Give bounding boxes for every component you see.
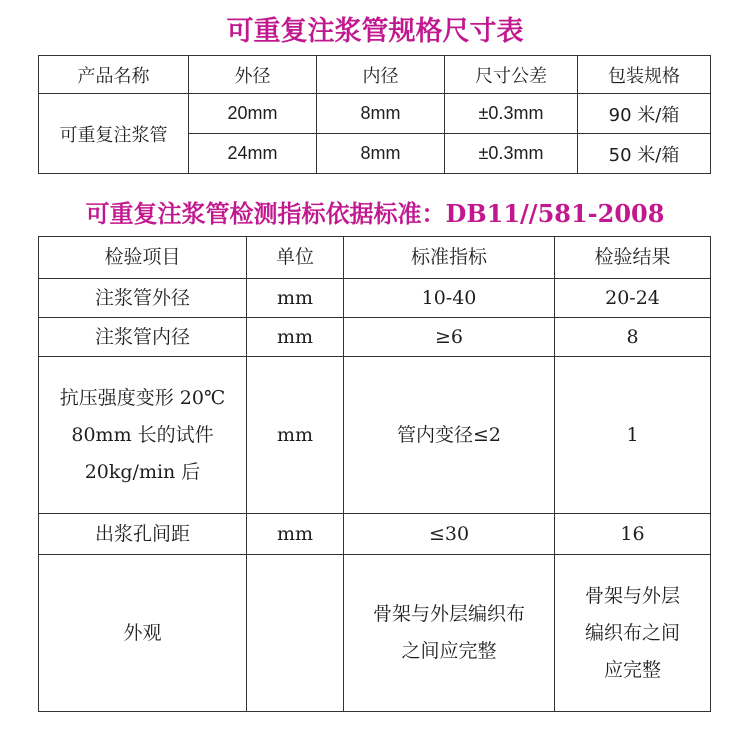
inner-diameter-cell: 8mm bbox=[317, 94, 445, 134]
test-item-line: 20kg/min 后 bbox=[84, 460, 201, 483]
standard-line: 管内变径≤2 bbox=[396, 423, 501, 446]
result-line: 应完整 bbox=[603, 658, 661, 681]
test-item-line: 抗压强度变形 20℃ bbox=[59, 386, 226, 409]
page-title: 可重复注浆管规格尺寸表 bbox=[226, 16, 524, 47]
result-cell bbox=[555, 318, 711, 357]
test-row bbox=[39, 514, 711, 555]
test-item-line: 外观 bbox=[123, 621, 162, 644]
test-item-cell bbox=[39, 357, 247, 514]
unit-cell: mm bbox=[247, 514, 344, 555]
test-row bbox=[39, 279, 711, 318]
spec-header-cell: 产品名称 bbox=[39, 56, 189, 94]
test-item-line: 注浆管内径 bbox=[94, 325, 190, 348]
result-line: 骨架与外层 bbox=[584, 584, 680, 607]
standard-cell bbox=[344, 318, 555, 357]
tolerance-cell: ±0.3mm bbox=[445, 94, 578, 134]
standard-line: 之间应完整 bbox=[401, 640, 497, 662]
spec-header-cell: 包装规格 bbox=[578, 56, 711, 94]
test-item-cell bbox=[39, 555, 247, 712]
inner-diameter-cell: 8mm bbox=[317, 134, 445, 174]
test-row bbox=[39, 318, 711, 357]
spec-header-cell: 内径 bbox=[317, 56, 445, 94]
standard-line: ≤30 bbox=[428, 522, 470, 545]
tolerance-cell: ±0.3mm bbox=[445, 134, 578, 174]
packaging-cell: 90 米/箱 bbox=[578, 94, 711, 134]
test-header-cell: 单位 bbox=[247, 237, 344, 279]
standard-line: 10-40 bbox=[421, 286, 477, 309]
standard-cell bbox=[344, 357, 555, 514]
test-row bbox=[39, 555, 711, 712]
spec-header-row bbox=[39, 56, 711, 94]
test-table bbox=[38, 236, 711, 712]
result-line: 编织布之间 bbox=[584, 621, 680, 644]
standard-line: 骨架与外层编织布 bbox=[372, 603, 525, 625]
packaging-cell: 50 米/箱 bbox=[578, 134, 711, 174]
product-name-cell: 可重复注浆管 bbox=[39, 94, 189, 174]
result-line: 16 bbox=[620, 522, 645, 545]
unit-cell: mm bbox=[247, 279, 344, 318]
test-item-cell bbox=[39, 279, 247, 318]
spec-table bbox=[38, 55, 711, 174]
section-title: 可重复注浆管检测指标依据标准：DB11//581-2008 bbox=[85, 199, 665, 228]
unit-cell: mm bbox=[247, 318, 344, 357]
test-item-cell bbox=[39, 514, 247, 555]
unit-cell: mm bbox=[247, 357, 344, 514]
standard-cell bbox=[344, 279, 555, 318]
standard-cell bbox=[344, 514, 555, 555]
result-line: 1 bbox=[626, 423, 639, 446]
outer-diameter-cell: 24mm bbox=[189, 134, 317, 174]
standard-line: ≥6 bbox=[434, 325, 463, 348]
test-header-cell: 检验结果 bbox=[555, 237, 711, 279]
result-cell bbox=[555, 357, 711, 514]
test-row bbox=[39, 357, 711, 514]
test-header-cell: 标准指标 bbox=[344, 237, 555, 279]
spec-header-cell: 外径 bbox=[189, 56, 317, 94]
unit-cell bbox=[247, 555, 344, 712]
test-item-line: 注浆管外径 bbox=[94, 286, 190, 309]
spec-row bbox=[39, 94, 711, 134]
test-header-row bbox=[39, 237, 711, 279]
result-line: 20-24 bbox=[605, 286, 660, 309]
result-line: 8 bbox=[626, 325, 639, 348]
result-cell bbox=[555, 514, 711, 555]
test-item-cell bbox=[39, 318, 247, 357]
spec-header-cell: 尺寸公差 bbox=[445, 56, 578, 94]
outer-diameter-cell: 20mm bbox=[189, 94, 317, 134]
result-cell bbox=[555, 555, 711, 712]
test-item-line: 出浆孔间距 bbox=[94, 522, 190, 545]
result-cell bbox=[555, 279, 711, 318]
test-item-line: 80mm 长的试件 bbox=[71, 423, 214, 446]
test-header-cell: 检验项目 bbox=[39, 237, 247, 279]
standard-cell bbox=[344, 555, 555, 712]
